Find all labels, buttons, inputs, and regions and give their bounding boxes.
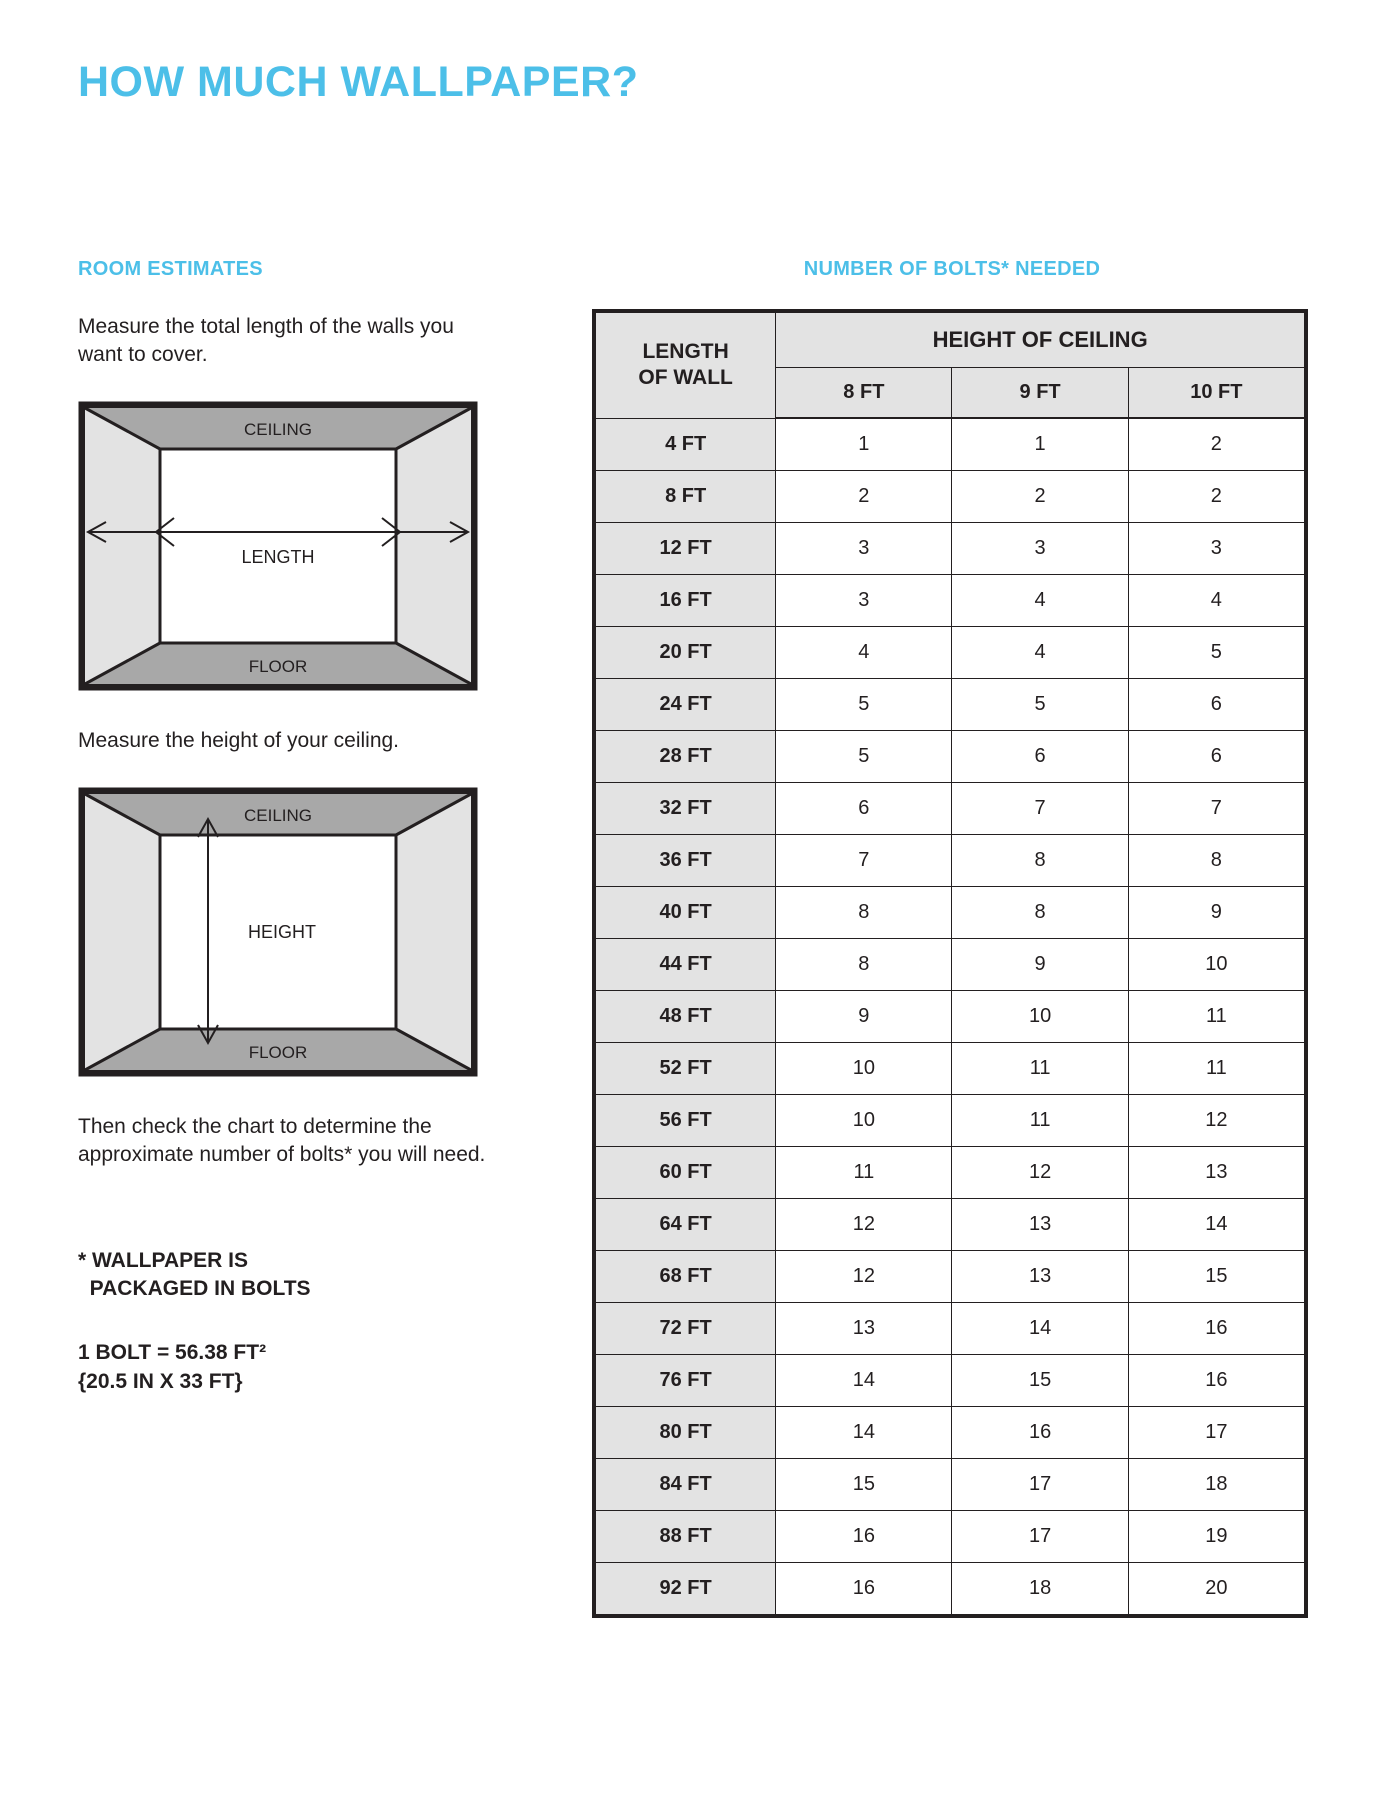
cell-9ft: 3 [952,523,1128,575]
header-height-of-ceiling: HEIGHT OF CEILING [776,313,1305,368]
header-length-of-wall [596,313,776,419]
page-title: HOW MUCH WALLPAPER? [78,58,639,106]
cell-9ft: 14 [952,1303,1128,1355]
cell-8ft: 2 [776,471,952,523]
cell-10ft: 11 [1128,991,1304,1043]
cell-9ft: 2 [952,471,1128,523]
cell-10ft: 14 [1128,1199,1304,1251]
bolt-area-line-1: 1 BOLT = 56.38 FT² [78,1341,267,1365]
cell-9ft: 12 [952,1147,1128,1199]
table-row [596,731,1305,783]
table-row [596,471,1305,523]
cell-9ft: 8 [952,835,1128,887]
row-length: 76 FT [596,1355,776,1407]
row-length: 24 FT [596,679,776,731]
table-row [596,1251,1305,1303]
row-length: 60 FT [596,1147,776,1199]
cell-9ft: 15 [952,1355,1128,1407]
table-row [596,1563,1305,1615]
cell-10ft: 3 [1128,523,1304,575]
cell-10ft: 5 [1128,627,1304,679]
row-length: 40 FT [596,887,776,939]
svg-text:CEILING: CEILING [243,805,313,825]
row-length: 92 FT [596,1563,776,1615]
cell-10ft: 7 [1128,783,1304,835]
table-row [596,1459,1305,1511]
cell-9ft: 8 [952,887,1128,939]
cell-8ft: 16 [776,1563,952,1615]
header-col-10ft: 10 FT [1128,368,1304,419]
cell-8ft: 5 [776,731,952,783]
cell-10ft: 18 [1128,1459,1304,1511]
svg-text:FLOOR: FLOOR [248,656,308,676]
table-row [596,835,1305,887]
cell-8ft: 6 [776,783,952,835]
header-length-line-1: LENGTH [642,340,729,363]
cell-10ft: 10 [1128,939,1304,991]
table-row [596,1095,1305,1147]
room-estimates-column [78,258,498,1396]
table-row [596,1407,1305,1459]
cell-10ft: 2 [1128,418,1304,471]
table-row [596,1303,1305,1355]
cell-9ft: 10 [952,991,1128,1043]
table-row [596,783,1305,835]
bolts-table-body [596,418,1305,1615]
cell-8ft: 16 [776,1511,952,1563]
cell-9ft: 17 [952,1511,1128,1563]
svg-text:FLOOR: FLOOR [248,1042,308,1062]
bolt-area-line-2: {20.5 IN X 33 FT} [78,1369,243,1393]
cell-8ft: 8 [776,939,952,991]
row-length: 84 FT [596,1459,776,1511]
cell-10ft: 15 [1128,1251,1304,1303]
row-length: 44 FT [596,939,776,991]
room-estimates-heading: ROOM ESTIMATES [78,258,263,280]
header-col-9ft: 9 FT [952,368,1128,419]
cell-9ft: 9 [952,939,1128,991]
cell-9ft: 17 [952,1459,1128,1511]
cell-8ft: 10 [776,1095,952,1147]
cell-10ft: 6 [1128,679,1304,731]
table-row [596,991,1305,1043]
cell-8ft: 12 [776,1199,952,1251]
cell-8ft: 3 [776,575,952,627]
cell-9ft: 13 [952,1251,1128,1303]
cell-8ft: 1 [776,418,952,471]
table-row [596,1147,1305,1199]
table-row [596,523,1305,575]
cell-10ft: 19 [1128,1511,1304,1563]
cell-8ft: 11 [776,1147,952,1199]
bolts-table-heading: NUMBER OF BOLTS* NEEDED [803,258,1101,280]
table-row [596,627,1305,679]
cell-9ft: 16 [952,1407,1128,1459]
bolts-table-column [592,258,1312,1623]
cell-10ft: 16 [1128,1355,1304,1407]
table-row [596,1043,1305,1095]
cell-8ft: 13 [776,1303,952,1355]
row-length: 48 FT [596,991,776,1043]
bolts-table-head [596,313,1305,419]
row-length: 68 FT [596,1251,776,1303]
table-row [596,939,1305,991]
cell-8ft: 3 [776,523,952,575]
cell-8ft: 15 [776,1459,952,1511]
table-row [596,575,1305,627]
cell-9ft: 1 [952,418,1128,471]
cell-8ft: 8 [776,887,952,939]
table-row [596,418,1305,471]
cell-9ft: 5 [952,679,1128,731]
cell-10ft: 6 [1128,731,1304,783]
header-length-line-2: OF WALL [638,366,733,390]
cell-8ft: 12 [776,1251,952,1303]
cell-9ft: 11 [952,1095,1128,1147]
row-length: 80 FT [596,1407,776,1459]
table-row [596,1355,1305,1407]
row-length: 72 FT [596,1303,776,1355]
cell-8ft: 5 [776,679,952,731]
step-1-text: Measure the total length of the walls you want to cover. [78,315,454,366]
footnote-line-2: PACKAGED IN BOLTS [78,1276,311,1300]
table-row [596,679,1305,731]
cell-10ft: 13 [1128,1147,1304,1199]
row-length: 56 FT [596,1095,776,1147]
table-header-row-1 [596,313,1305,368]
cell-8ft: 14 [776,1355,952,1407]
row-length: 4 FT [596,418,776,471]
cell-10ft: 17 [1128,1407,1304,1459]
cell-9ft: 11 [952,1043,1128,1095]
row-length: 8 FT [596,471,776,523]
cell-9ft: 13 [952,1199,1128,1251]
cell-8ft: 7 [776,835,952,887]
row-length: 12 FT [596,523,776,575]
bolts-table [595,312,1305,1615]
cell-8ft: 9 [776,991,952,1043]
row-length: 88 FT [596,1511,776,1563]
row-length: 16 FT [596,575,776,627]
cell-10ft: 8 [1128,835,1304,887]
cell-8ft: 4 [776,627,952,679]
cell-9ft: 7 [952,783,1128,835]
row-length: 20 FT [596,627,776,679]
step-3-text: Then check the chart to determine the approximate number of bolts* you will need. [78,1114,486,1166]
room-height-diagram [78,787,478,1077]
cell-10ft: 4 [1128,575,1304,627]
row-length: 28 FT [596,731,776,783]
row-length: 32 FT [596,783,776,835]
bolts-table-wrapper [592,309,1308,1618]
room-length-diagram [78,401,478,691]
cell-10ft: 11 [1128,1043,1304,1095]
cell-10ft: 12 [1128,1095,1304,1147]
step-2-text: Measure the height of your ceiling. [78,728,400,752]
svg-text:CEILING: CEILING [243,419,313,439]
cell-9ft: 4 [952,627,1128,679]
footnote-line-1: * WALLPAPER IS [78,1248,248,1272]
cell-10ft: 9 [1128,887,1304,939]
table-row [596,887,1305,939]
cell-9ft: 6 [952,731,1128,783]
row-length: 64 FT [596,1199,776,1251]
svg-text:LENGTH: LENGTH [241,546,315,567]
cell-9ft: 4 [952,575,1128,627]
cell-9ft: 18 [952,1563,1128,1615]
cell-10ft: 2 [1128,471,1304,523]
cell-8ft: 10 [776,1043,952,1095]
table-row [596,1511,1305,1563]
header-col-8ft: 8 FT [776,368,952,419]
row-length: 36 FT [596,835,776,887]
table-row [596,1199,1305,1251]
row-length: 52 FT [596,1043,776,1095]
cell-8ft: 14 [776,1407,952,1459]
svg-text:HEIGHT: HEIGHT [248,921,317,942]
cell-10ft: 20 [1128,1563,1304,1615]
cell-10ft: 16 [1128,1303,1304,1355]
